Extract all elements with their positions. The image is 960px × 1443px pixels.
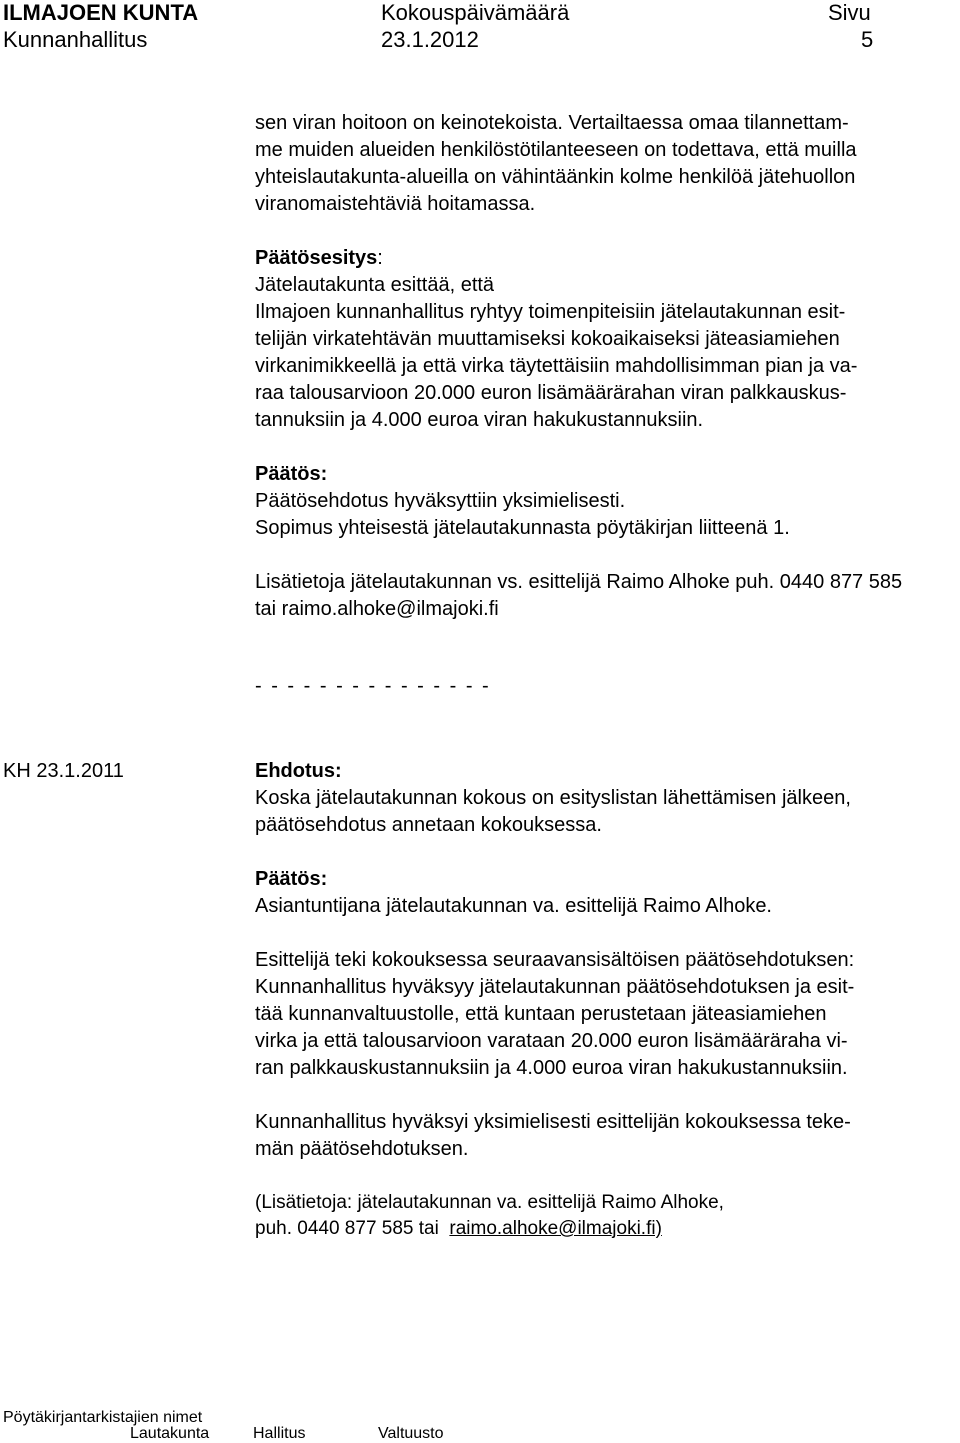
date-label: Kokouspäivämäärä bbox=[381, 0, 570, 25]
footer-lautakunta: Lautakunta bbox=[130, 1425, 210, 1442]
section-separator: - - - - - - - - - - - - - - - bbox=[255, 675, 491, 697]
proposal-line: tannuksiin ja 4.000 euroa viran hakukustannuksiin. bbox=[255, 409, 704, 431]
presenter-line: ran palkkauskustannuksiin ja 4.000 euroa viran hakukustannuksiin. bbox=[255, 1057, 848, 1079]
decision-label: Päätös: bbox=[255, 463, 328, 485]
decision-line: Päätösehdotus hyväksyttiin yksimielisesti. bbox=[255, 490, 626, 512]
body-line: me muiden alueiden henkilöstötilanteeseen on todettava, että muilla bbox=[255, 139, 857, 161]
section-reference: KH 23.1.2011 bbox=[3, 760, 124, 782]
footer-checkers: Pöytäkirjantarkistajien nimet bbox=[3, 1409, 203, 1426]
body-line: viranomaistehtäviä hoitamassa. bbox=[255, 193, 536, 215]
proposal-label-suffix: : bbox=[377, 247, 383, 269]
info-line: tai raimo.alhoke@ilmajoki.fi bbox=[255, 598, 499, 620]
section-1 bbox=[255, 110, 955, 623]
proposal-line: Ilmajoen kunnanhallitus ryhtyy toimenpiteisiin jätelautakunnan esit- bbox=[255, 301, 846, 323]
contact-line: (Lisätietoja: jätelautakunnan va. esittelijä Raimo Alhoke, bbox=[255, 1192, 724, 1213]
proposal-label: Päätösesitys bbox=[255, 247, 378, 269]
info-line: Lisätietoja jätelautakunnan vs. esittelijä Raimo Alhoke puh. 0440 877 585 bbox=[255, 571, 903, 593]
approval-line: Kunnanhallitus hyväksyi yksimielisesti esittelijän kokouksessa teke- bbox=[255, 1111, 851, 1133]
footer-valtuusto: Valtuusto bbox=[378, 1425, 444, 1442]
municipality-name: ILMAJOEN KUNTA bbox=[3, 0, 199, 25]
contact-info bbox=[255, 1190, 955, 1242]
proposal-label: Ehdotus: bbox=[255, 760, 342, 782]
approval-line: män päätösehdotuksen. bbox=[255, 1138, 469, 1160]
proposal-line: telijän virkatehtävän muuttamiseksi kokoaikaiseksi jäteasiamiehen bbox=[255, 328, 840, 350]
proposal-line: raa talousarvioon 20.000 euron lisämäärärahan viran palkkauskus- bbox=[255, 382, 847, 404]
presenter-line: virka ja että talousarvioon varataan 20.000 euron lisämääräraha vi- bbox=[255, 1030, 848, 1052]
footer-hallitus: Hallitus bbox=[253, 1425, 306, 1442]
proposal-line: Jätelautakunta esittää, että bbox=[255, 274, 495, 296]
proposal-line: Koska jätelautakunnan kokous on esityslistan lähettämisen jälkeen, bbox=[255, 787, 851, 809]
page-number: 5 bbox=[861, 27, 874, 52]
section-2 bbox=[255, 758, 955, 1163]
presenter-line: tää kunnanvaltuustolle, että kuntaan perustetaan jäteasiamiehen bbox=[255, 1003, 827, 1025]
page-label: Sivu bbox=[828, 0, 871, 25]
meeting-date: 23.1.2012 bbox=[381, 27, 479, 52]
presenter-line: Kunnanhallitus hyväksyy jätelautakunnan päätösehdotuksen ja esit- bbox=[255, 976, 855, 998]
decision-label: Päätös: bbox=[255, 868, 328, 890]
contact-phone: puh. 0440 877 585 tai bbox=[255, 1218, 450, 1239]
proposal-heading bbox=[255, 245, 955, 272]
email-link[interactable]: raimo.alhoke@ilmajoki.fi) bbox=[449, 1218, 662, 1239]
decision-line: Asiantuntijana jätelautakunnan va. esittelijä Raimo Alhoke. bbox=[255, 895, 772, 917]
body-line: sen viran hoitoon on keinotekoista. Vertailtaessa omaa tilannettam- bbox=[255, 112, 849, 134]
decision-line: Sopimus yhteisestä jätelautakunnasta pöytäkirjan liitteenä 1. bbox=[255, 517, 790, 539]
body-name: Kunnanhallitus bbox=[3, 27, 148, 52]
contact-line bbox=[255, 1216, 955, 1242]
body-line: yhteislautakunta-alueilla on vähintäänkin kolme henkilöä jätehuollon bbox=[255, 166, 856, 188]
presenter-line: Esittelijä teki kokouksessa seuraavansisältöisen päätösehdotuksen: bbox=[255, 949, 855, 971]
proposal-line: virkanimikkeellä ja että virka täytettäisiin mahdollisimman pian ja va- bbox=[255, 355, 858, 377]
proposal-line: päätösehdotus annetaan kokouksessa. bbox=[255, 814, 602, 836]
